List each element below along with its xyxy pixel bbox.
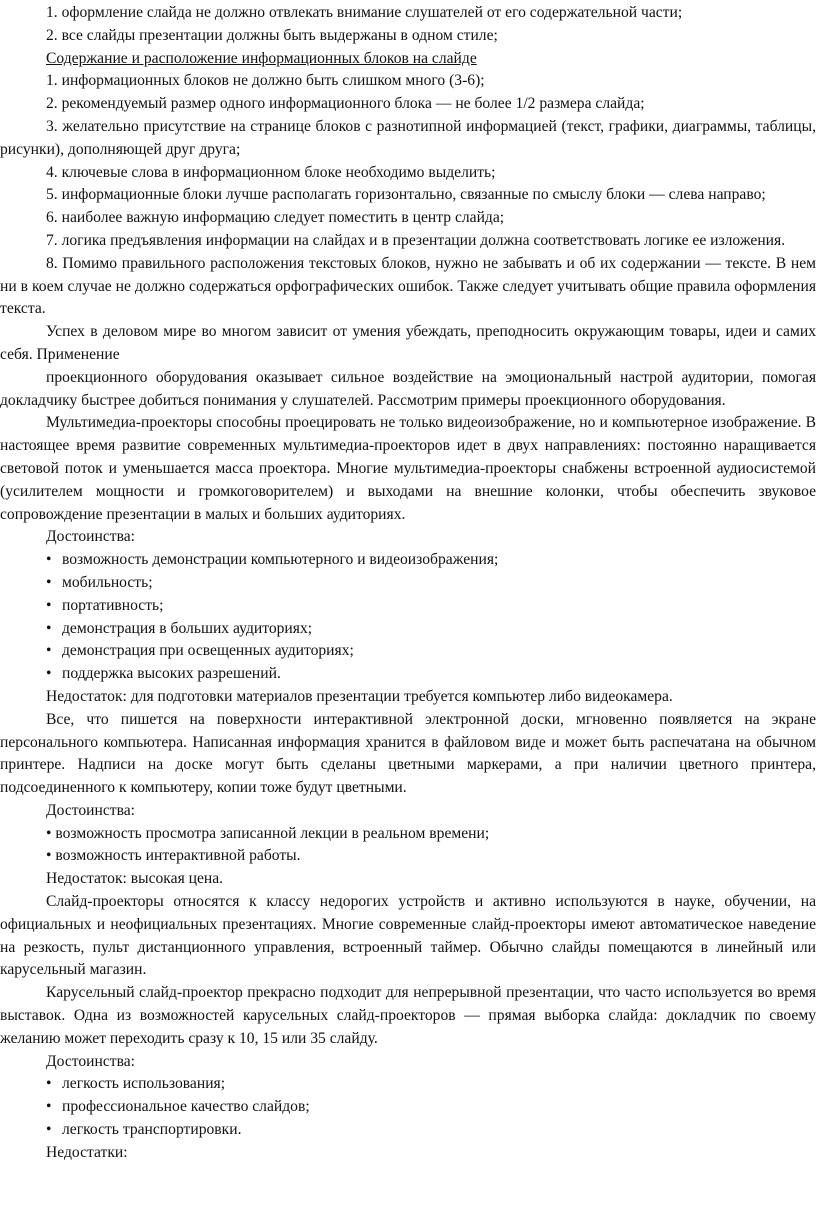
drawback-text: Недостаток: для подготовки материалов презентации требуется компьютер либо видеокамера.: [46, 687, 673, 705]
advantage-item: • мобильность;: [0, 572, 816, 595]
rule-item: 6. наиболее важную информацию следует поместить в центр слайда;: [46, 209, 505, 227]
section-heading: Содержание и расположение информационных блоков на слайде: [46, 49, 477, 67]
advantage-item: • профессиональное качество слайдов;: [0, 1096, 816, 1119]
bullet-icon: •: [46, 665, 52, 683]
advantages-label: Достоинства:: [46, 1052, 135, 1070]
paragraph-slide-projectors: Слайд-проекторы относятся к классу недорогих устройств и активно используются в науке, обучении, на официальных и неофициальных презентациях. Многие современные слайд-проекторы имеют автоматическое наведение на резкость, пульт дистанционного управления, встроенный таймер. Обычно слайды помещаются в линейный или карусельный магазин.: [0, 893, 816, 979]
paragraph-success: Успех в деловом мире во многом зависит от умения убеждать, преподносить окружающим товары, идеи и самих себя. Применение: [0, 323, 816, 363]
rule-item: 2. рекомендуемый размер одного информационного блока — не более 1/2 размера слайда;: [46, 95, 645, 113]
bullet-icon: •: [46, 573, 52, 591]
advantage-item: • портативность;: [0, 595, 816, 618]
drawback-text: Недостаток: высокая цена.: [46, 870, 224, 888]
rule-item: 1. информационных блоков не должно быть слишком много (3-6);: [46, 72, 485, 90]
rule-item: 7. логика предъявления информации на слайдах и в презентации должна соответствовать логике ее изложения.: [46, 231, 786, 249]
paragraph-success-cont: проекционного оборудования оказывает сильное воздействие на эмоциональный настрой аудитории, помогая докладчику быстрее добиться понимания у слушателей. Рассмотрим примеры проекционного оборудования.: [0, 368, 816, 409]
rule-item: 3. желательно присутствие на странице блоков с разнотипной информацией (текст, графики, диаграммы, таблицы, рисунки), дополняющей друг друга;: [0, 117, 816, 158]
advantage-item: • возможность просмотра записанной лекции в реальном времени;: [46, 824, 490, 842]
rule-item: 1. оформление слайда не должно отвлекать внимание слушателей от его содержательной части;: [46, 4, 683, 21]
drawbacks-label: Недостатки:: [46, 1143, 128, 1161]
advantage-item: • возможность интерактивной работы.: [46, 847, 301, 865]
paragraph-board: Все, что пишется на поверхности интерактивной электронной доски, мгновенно появляется на экране персонального компьютера. Написанная информация хранится в файловом виде и может быть распечатана на обычном принтере. Надписи на доске могут быть сделаны цветными маркерами, а при наличии цветного принтера, подсоединенного к компьютеру, копии тоже будут цветными.: [0, 710, 816, 797]
rule-item: 5. информационные блоки лучше располагать горизонтально, связанные по смыслу блоки — слева направо;: [46, 186, 766, 204]
bullet-icon: •: [46, 1075, 52, 1093]
advantage-item: • возможность демонстрации компьютерного и видеоизображения;: [0, 549, 816, 572]
bullet-icon: •: [46, 1098, 52, 1116]
bullet-icon: •: [46, 642, 52, 660]
rule-item: 2. все слайды презентации должны быть выдержаны в одном стиле;: [46, 26, 498, 44]
bullet-icon: •: [46, 619, 52, 637]
advantages-label: Достоинства:: [46, 528, 135, 546]
paragraph-carousel: Карусельный слайд-проектор прекрасно подходит для непрерывной презентации, что часто используется во время выставок. Одна из возможностей карусельных слайд-проекторов — прямая выборка слайда: докладчик по своему желанию может переходить сразу к 10, 15 или 35 слайду.: [0, 984, 816, 1047]
advantage-item: • демонстрация при освещенных аудиториях;: [0, 640, 816, 663]
bullet-icon: •: [46, 596, 52, 614]
rule-item: 4. ключевые слова в информационном блоке необходимо выделить;: [46, 163, 496, 181]
advantages-label: Достоинства:: [46, 801, 135, 819]
advantage-item: • легкость использования;: [0, 1073, 816, 1096]
advantage-item: • легкость транспортировки.: [0, 1119, 816, 1142]
advantage-item: • поддержка высоких разрешений.: [0, 663, 816, 686]
bullet-icon: •: [46, 1121, 52, 1139]
advantage-item: • демонстрация в больших аудиториях;: [0, 618, 816, 641]
bullet-icon: •: [46, 551, 52, 569]
paragraph-multimedia: Мультимедиа-проекторы способны проецировать не только видеоизображение, но и компьютерное изображение. В настоящее время развитие современных мультимедиа-проекторов идет в двух направлениях: постоянно наращивается световой поток и уменьшается масса проектора. Многие мультимедиа-проекторы снабжены встроенной аудиосистемой (усилителем мощности и громкоговорителем) и выходами на внешние колонки, чтобы обеспечить звуковое сопровождение презентации в малых и больших аудиториях.: [0, 414, 816, 523]
rule-item: 8. Помимо правильного расположения текстовых блоков, нужно не забывать и об их содержании — тексте. В нем ни в коем случае не должно содержаться орфографических ошибок. Также следует учитывать общие правила оформления текста.: [0, 254, 816, 318]
